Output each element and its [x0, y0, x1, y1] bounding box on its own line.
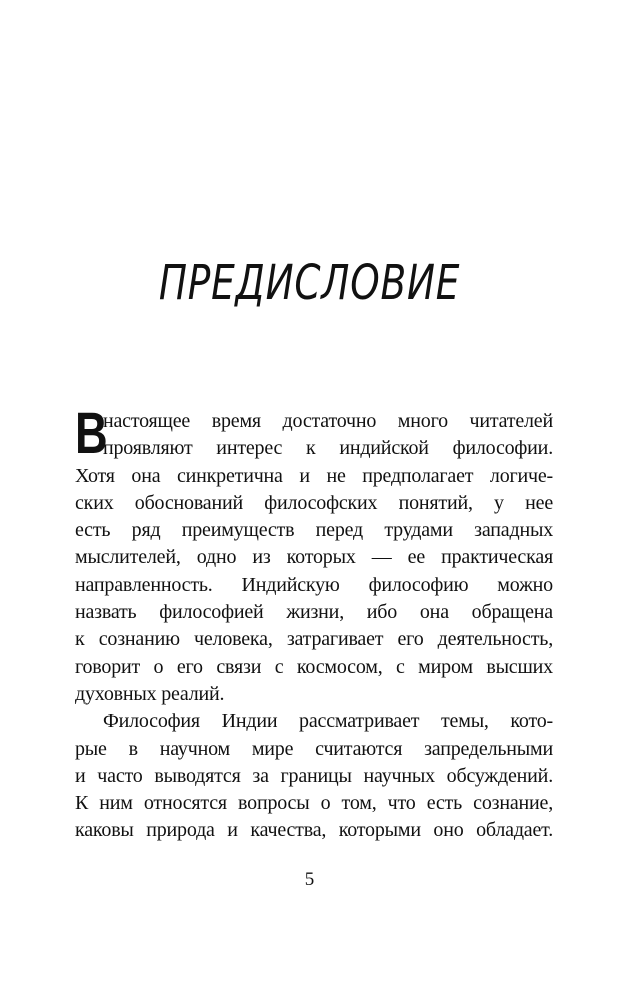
text-line: назвать философией жизни, ибо она обращена: [75, 601, 553, 624]
text-line: рые в научном мире считаются запредельными: [75, 737, 553, 760]
text-line: мыслителей, одно из которых — ее практическая: [75, 546, 553, 569]
text-line: ских обоснований философских понятий, у нее: [75, 491, 553, 514]
text-line: проявляют интерес к индийской философии.: [103, 437, 553, 460]
text-line: Философия Индии рассматривает темы, кото-: [103, 710, 553, 733]
text-line: каковы природа и качества, которыми оно обладает.: [75, 819, 553, 842]
text-line: духовных реалий.: [75, 682, 225, 705]
body-text: [75, 401, 553, 845]
page-number: 5: [304, 869, 315, 890]
chapter-title: ПРЕДИСЛОВИЕ: [158, 255, 461, 311]
text-line: и часто выводятся за границы научных обсуждений.: [75, 764, 553, 787]
text-line: направленность. Индийскую философию можно: [75, 573, 553, 596]
text-line: говорит о его связи с космосом, с миром высших: [75, 655, 553, 678]
drop-cap: В: [75, 401, 108, 466]
text-line: Хотя она синкретична и не предполагает логиче-: [75, 464, 553, 487]
text-line: настоящее время достаточно много читателей: [103, 410, 553, 432]
text-line: есть ряд преимуществ перед трудами западных: [75, 519, 553, 542]
text-line: к сознанию человека, затрагивает его деятельность,: [75, 628, 553, 651]
text-line: К ним относятся вопросы о том, что есть сознание,: [75, 792, 553, 815]
